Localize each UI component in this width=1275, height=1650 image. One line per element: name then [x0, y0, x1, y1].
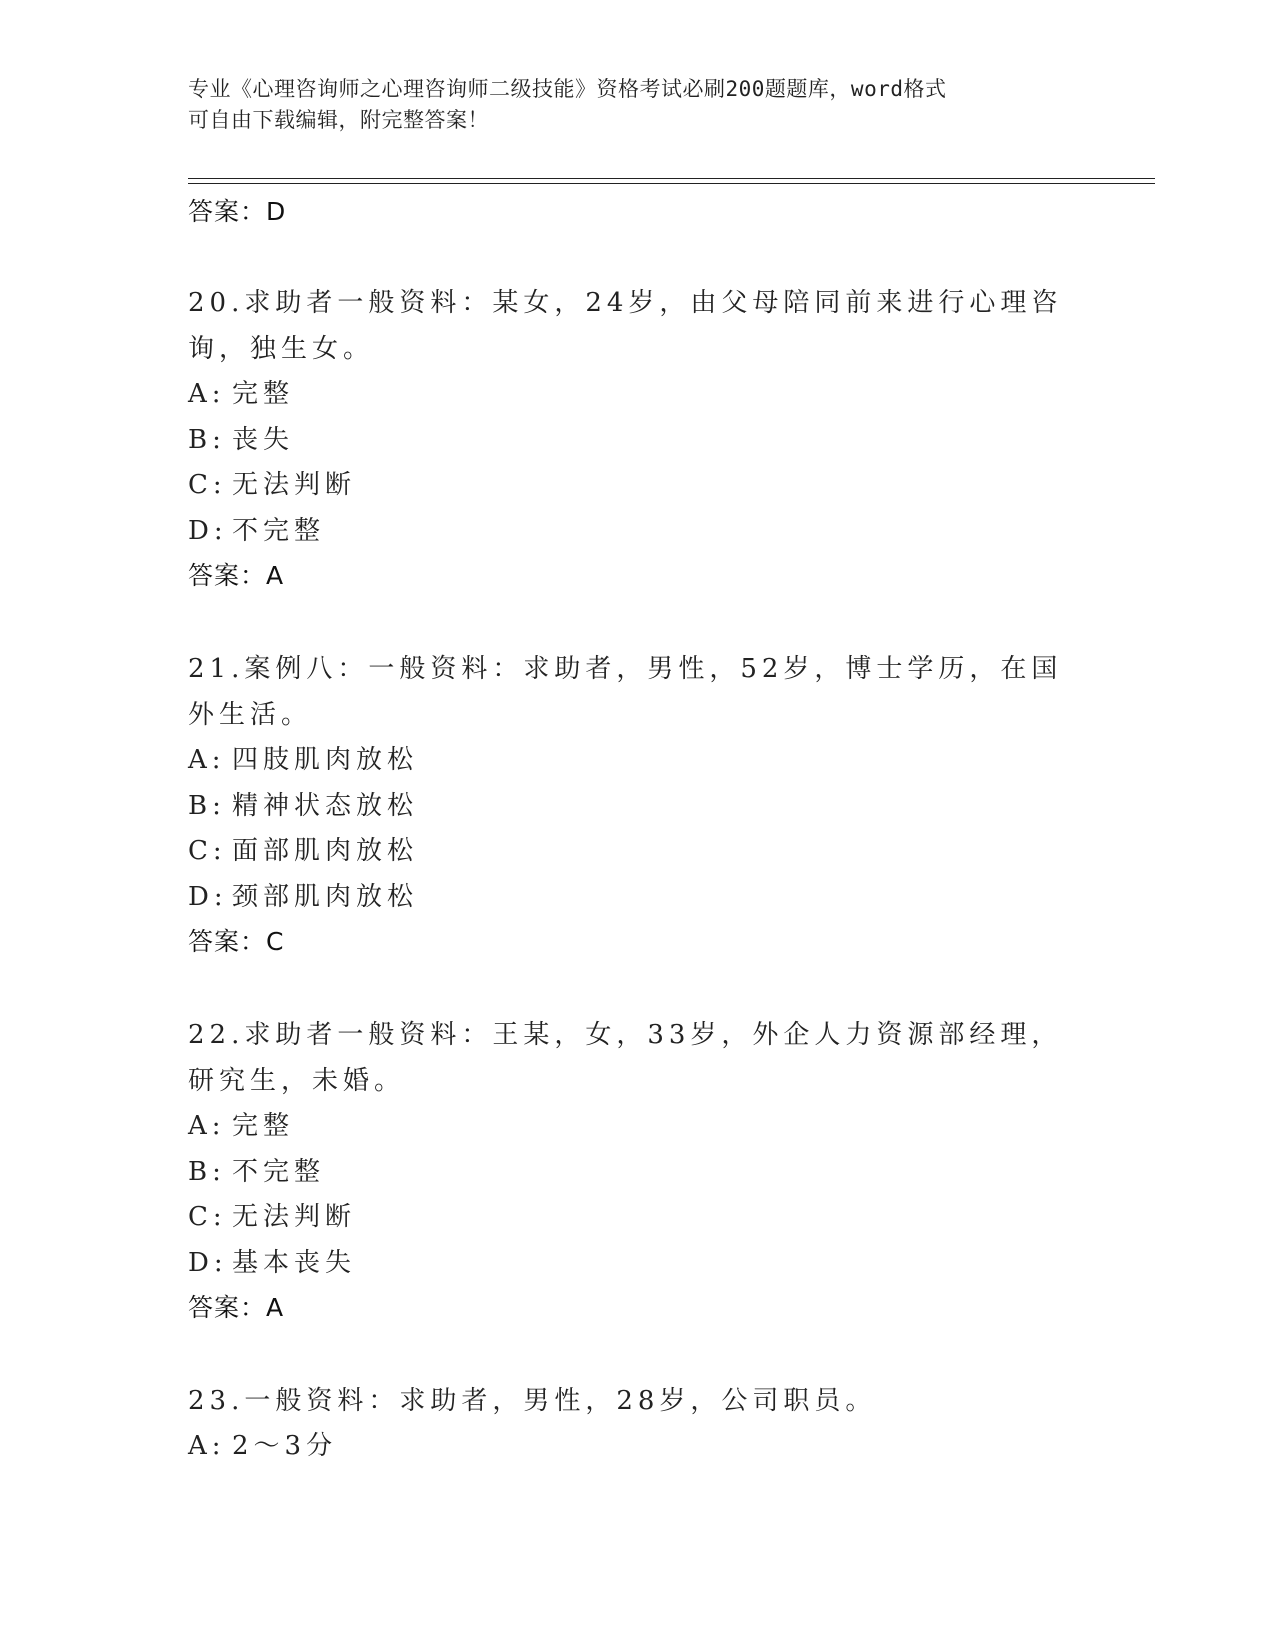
option-c [188, 829, 1088, 875]
option-b [188, 1150, 1088, 1196]
answer-line: 答案：C [188, 927, 285, 956]
option-a [188, 372, 1088, 418]
option-label: B: [188, 1156, 226, 1187]
answer-line: 答案：D [188, 197, 287, 226]
option-a [188, 1104, 1088, 1150]
question-text: 21.案例八：一般资料：求助者，男性，52岁，博士学历，在国外生活。 [188, 654, 1063, 730]
option-b [188, 784, 1088, 830]
option-label: D: [188, 881, 228, 912]
option-text: 不完整 [232, 515, 326, 546]
option-d [188, 509, 1088, 555]
option-label: C: [188, 836, 227, 866]
option-label: C: [188, 1202, 227, 1232]
option-text: 基本丧失 [232, 1247, 357, 1278]
option-text: 完整 [232, 1111, 295, 1141]
question-list [188, 190, 1088, 1470]
option-text: 完整 [232, 379, 295, 409]
document-header [188, 74, 1068, 136]
option-label: A: [188, 1431, 226, 1461]
option-text: 面部肌肉放松 [232, 836, 419, 866]
option-text: 颈部肌肉放松 [232, 881, 419, 912]
question-text: 20.求助者一般资料：某女，24岁，由父母陪同前来进行心理咨询，独生女。 [188, 288, 1063, 364]
question-item [188, 1378, 1088, 1470]
header-line-1: 专业《心理咨询师之心理咨询师二级技能》资格考试必刷200题题库，word格式 [188, 77, 947, 101]
option-text: 不完整 [232, 1156, 326, 1187]
option-text: 四肢肌肉放松 [232, 745, 419, 775]
option-label: D: [188, 515, 228, 546]
option-d [188, 875, 1088, 921]
option-label: B: [188, 790, 226, 821]
answer-line: 答案：A [188, 561, 285, 590]
question-text: 23.一般资料：求助者，男性，28岁，公司职员。 [188, 1386, 877, 1416]
header-divider-top [188, 178, 1155, 179]
option-label: D: [188, 1247, 228, 1278]
option-label: C: [188, 470, 227, 500]
option-text: 无法判断 [232, 1202, 357, 1232]
option-label: A: [188, 379, 226, 409]
option-a [188, 738, 1088, 784]
option-c [188, 463, 1088, 509]
option-d [188, 1241, 1088, 1287]
option-text: 精神状态放松 [232, 790, 419, 821]
option-label: A: [188, 1111, 226, 1141]
header-line-2: 可自由下载编辑，附完整答案！ [188, 108, 489, 132]
option-text: 2～3分 [232, 1431, 338, 1461]
option-text: 无法判断 [232, 470, 357, 500]
question-item [188, 646, 1088, 964]
question-text: 22.求助者一般资料：王某，女，33岁，外企人力资源部经理，研究生，未婚。 [188, 1020, 1063, 1096]
option-label: B: [188, 424, 226, 455]
option-label: A: [188, 745, 226, 775]
option-b [188, 418, 1088, 464]
question-item [188, 280, 1088, 598]
answer-line: 答案：A [188, 1293, 285, 1322]
option-text: 丧失 [232, 424, 295, 455]
question-item [188, 1012, 1088, 1330]
option-c [188, 1195, 1088, 1241]
option-a [188, 1424, 1088, 1470]
header-divider-bottom [188, 183, 1155, 184]
